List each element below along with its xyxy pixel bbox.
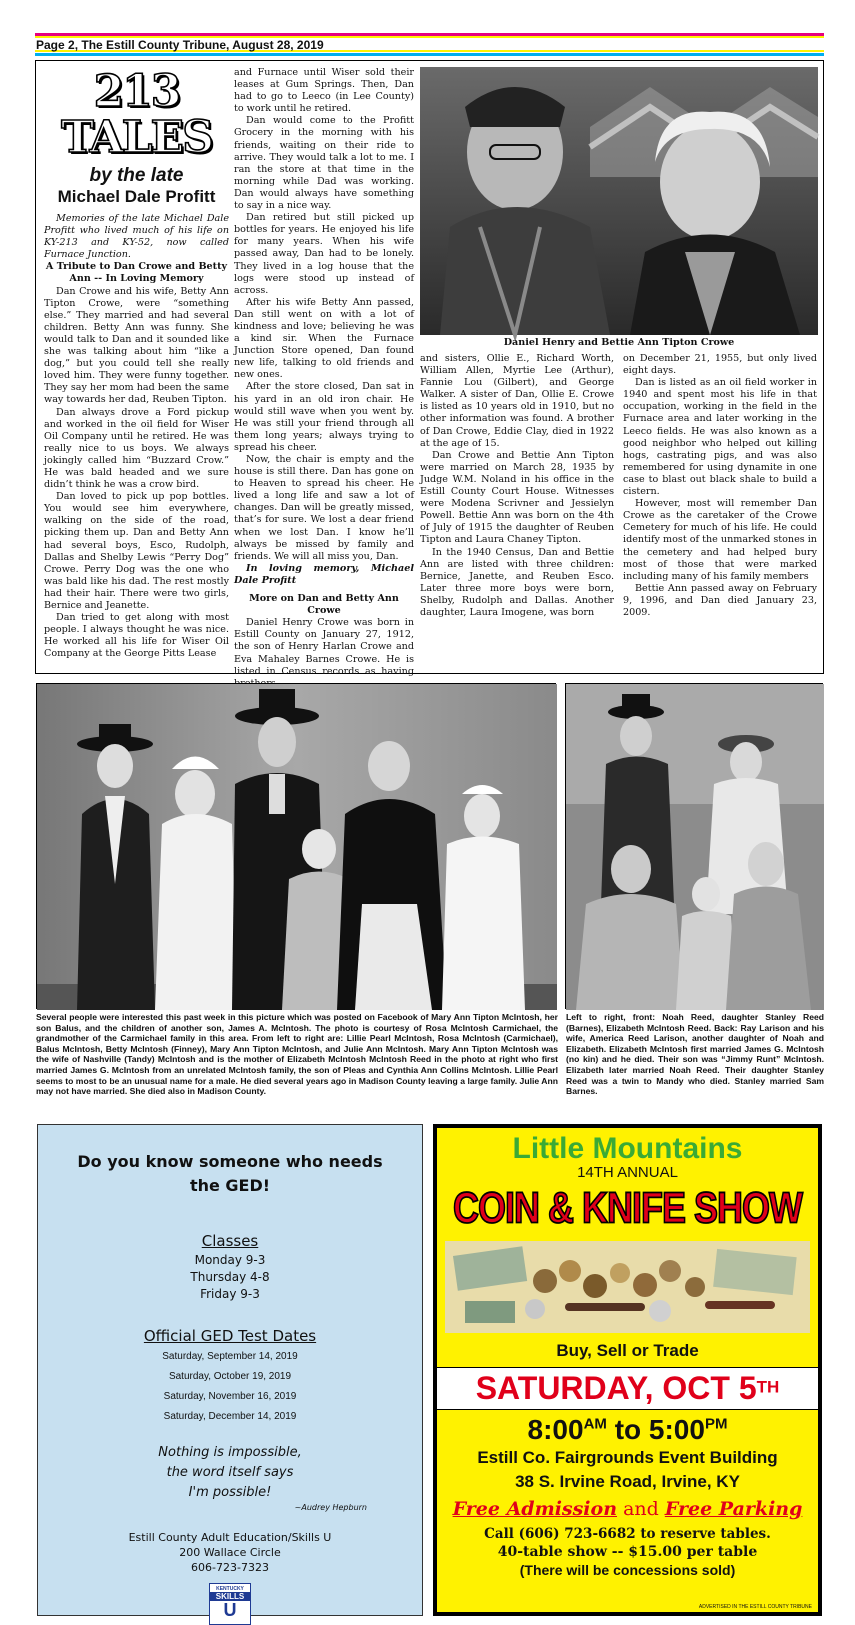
paragraph: Dan loved to pick up pop bottles. You would see him everywhere, walking on the side of the road, picking them up. Dan and Betty Ann had several boys, Esco, Rudolph, Dallas and Shelby Lewis “Perry Dog” Crowe. Perry Dog was the one who was bald like his dad. The rest mostly had their hair. There were two girls, Bernice and Jeanette. [44, 491, 229, 611]
byline-name: Michael Dale Profitt [57, 187, 216, 206]
paragraph: Now, the chair is empty and the house is still there. Dan has gone on to Heaven to spread his cheer. He lived a long life and saw a lot of changes. Dan will be greatly missed, that’s for sure. We lost a dear friend when we lost Dan. I know he’ll always be missed by family and friends. We will all miss you, Dan. [234, 454, 414, 562]
paragraph: and sisters, Ollie E., Richard Worth, William Allen, Myrtie Lee (Arthur), Fannie Lou (Gilbert), and George Walker. A sister of Dan, Ollie E. Crowe is listed as 10 years old in 1910, but no other information was found. A brother of Dan Crowe, Eddie Clay, died in 1922 at the age of 15. [420, 353, 614, 449]
coins-knives-image [445, 1241, 810, 1333]
ad-date-suffix: TH [756, 1377, 780, 1397]
ad-advertised: ADVERTISED IN THE ESTILL COUNTY TRIBUNE [698, 1604, 812, 1610]
paragraph: Dan always drove a Ford pickup and worked in the oil field for Wiser Oil Company until he retired. He was really nice to us boys. We always jokingly called him “Buzzard Crow.” He was bald headed and we sure didn’t think he was a crow bird. [44, 406, 229, 491]
photo-mcintosh-family [36, 683, 556, 1009]
story-column-2 [234, 67, 414, 677]
class-item: Monday 9-3 [194, 1253, 266, 1267]
ad-date: SATURDAY, OCT 5 [475, 1370, 757, 1406]
paragraph: Dan Crowe and his wife, Betty Ann Tipton Crowe, were “something else.” They married and had several children. Betty Ann was funny. She would talk to Dan and it sounded like she was talking about him “like a dog,” but you could tell she really loved him. They were funny together. They say her mom had been the same way towards her dad, Reuben Tipton. [44, 285, 229, 406]
ad-title: Little Mountains [512, 1132, 743, 1165]
coin-ad-panel [437, 1128, 818, 1612]
ad-venue: Estill Co. Fairgrounds Event Building [477, 1448, 778, 1467]
class-item: Thursday 4-8 [190, 1270, 270, 1284]
classes-title: Classes [201, 1232, 259, 1250]
coin-knife-ad [433, 1124, 822, 1616]
quote-line: the word itself says [166, 1465, 294, 1480]
org-line: 200 Wallace Circle [179, 1546, 281, 1559]
ged-ad [37, 1124, 423, 1620]
free-and: and [623, 1498, 659, 1520]
story-box [35, 60, 824, 677]
logo-letter: U [223, 1600, 237, 1620]
paragraph: on December 21, 1955, but only lived eight days. [623, 353, 817, 377]
signoff: In loving memory, Michael Dale Profitt [234, 562, 414, 586]
paragraph: Dan retired but still picked up bottles for years. He enjoyed his life for many years. When his wife passed away, Dan had to be lonely. They lived in a log house that the logs were stood up instead of across. [234, 212, 414, 296]
free-parking: Free Parking [664, 1498, 803, 1520]
paragraph: After the store closed, Dan sat in his yard in an old iron chair. He would still wave when you went by. He was still your friend through all them long years; always trying to spread his cheer. [234, 381, 414, 453]
story-intro: Memories of the late Michael Dale Profitt who lived much of his life on KY-213 and KY-52, now called Furnace Junction. [44, 213, 229, 261]
logo-top-text: KENTUCKY [216, 1586, 244, 1592]
paragraph: However, most will remember Dan Crowe as the caretaker of the Crowe Cemetery for much of his life. He could identify most of the unmarked stones in the cemetery and had helped bury most of those that were marked including many of his family members [623, 498, 817, 582]
ad-show-name: COIN & KNIFE SHOW [453, 1182, 802, 1232]
ad-address: 38 S. Irvine Road, Irvine, KY [515, 1472, 740, 1491]
page-header: Page 2, The Estill County Tribune, August 28, 2019 [36, 38, 324, 52]
story-column-4 [623, 353, 817, 668]
photo-reed-family-art [566, 684, 824, 1010]
skills-u-logo [209, 1583, 251, 1625]
coins-knives-art [445, 1241, 810, 1333]
test-date: Saturday, September 14, 2019 [162, 1351, 298, 1362]
time-end-suffix: PM [704, 1415, 728, 1433]
photo-reed-family [565, 683, 823, 1009]
paragraph: and Furnace until Wiser sold their leases at Gum Springs. Then, Dan had to go to Leeco (in Lee County) to work until he retired. [234, 67, 414, 115]
bottom-rule-cyan [35, 53, 824, 56]
dates-title: Official GED Test Dates [143, 1327, 317, 1345]
paragraph: Dan tried to get along with most people. I always thought he was nice. He worked all his life for Wiser Oil Company at the George Pitts Lease [44, 612, 229, 660]
time-end: 5:00 [648, 1414, 705, 1445]
test-date: Saturday, November 16, 2019 [163, 1391, 297, 1402]
org-line: Estill County Adult Education/Skills U [128, 1531, 332, 1544]
logo-main-text: SKILLS [210, 1592, 250, 1601]
time-start-suffix: AM [583, 1415, 607, 1433]
paragraph: Bettie Ann passed away on February 9, 1996, and Dan died January 23, 2009. [623, 582, 817, 618]
photo-crowe-couple-art [420, 67, 818, 335]
time-start: 8:00 [527, 1414, 584, 1445]
paragraph: Daniel Henry Crowe was born in Estill County on January 27, 1912, the son of Henry Harlan Crowe and Eva Mahaley Barnes Crowe. He is listed in Census records as having [234, 617, 414, 677]
quote-line: I'm possible! [188, 1485, 272, 1500]
test-date: Saturday, October 19, 2019 [168, 1371, 292, 1382]
story-column-3 [420, 353, 614, 668]
photo-mcintosh-family-art [37, 684, 557, 1010]
crowe-photo-caption: Daniel Henry and Bettie Ann Tipton Crowe [503, 337, 735, 348]
story-column-1 [44, 66, 229, 669]
paragraph: Dan is listed as an oil field worker in 1940 and spent most his life in that occupation, working in the field in the Furnace area and later working in the Leeco fields. He was also known as a good neighbor who helped out killing hogs, castrating pigs, and was also remembered for using dynamite in one case to blast out black shale to build a cistern. [623, 377, 817, 498]
class-item: Friday 9-3 [200, 1287, 260, 1301]
byline-prefix: by the late [89, 165, 184, 186]
ad-free-line [437, 1498, 818, 1520]
photo-crowe-couple [420, 67, 818, 335]
org-line: 606-723-7323 [191, 1561, 269, 1574]
ged-headline: Do you know someone who needs the GED! [77, 1152, 383, 1195]
tribute-title: A Tribute to Dan Crowe and Betty Ann -- In Loving Memory [45, 261, 228, 285]
free-admission: Free Admission [452, 1498, 618, 1520]
ad-date-band [437, 1367, 818, 1410]
quote-author: ~Audrey Hepburn [294, 1503, 367, 1512]
reed-photo-caption: Left to right, front: Noah Reed, daughter Stanley Reed (Barnes), Elizabeth McIntosh Reed. Back: Ray Larison and his wife, America Reed Larison, another daughter of Noah and Elizabeth. Elizabeth McIntosh first married James G. McIntosh (no kin) and he died. Their son was “Jimmy Runt” McIntosh. Elizabeth later married Noah Reed. Their daughter Stanley Reed was a twin to Mandy who died. Stanley married Sam Barnes. [566, 1012, 824, 1097]
ad-buy-sell: Buy, Sell or Trade [556, 1341, 699, 1360]
quote-line: Nothing is impossible, [158, 1445, 302, 1460]
paragraph: In the 1940 Census, Dan and Bettie Ann are listed with three children: Bernice, Janette, and Reuben Esco. Later three more boys were born, Shelby, Rudolph and Dallas. Another daughter, Laura Imogene, was born [420, 546, 614, 618]
ad-call: Call (606) 723-6682 to reserve tables. [484, 1526, 771, 1542]
paragraph: Dan Crowe and Bettie Ann Tipton were married on March 28, 1935 by Judge W.M. Noland in his office in the Estill County Court House. Witnesses were Modena Scrivner and Jessielyn Powell. Bettie Ann was born on the 4th of July of 1915 the daughter of Reuben Tipton and Laura Chaney Tipton. [420, 449, 614, 546]
test-date: Saturday, December 14, 2019 [163, 1411, 297, 1422]
ad-time [437, 1414, 818, 1446]
ad-annual: 14TH ANNUAL [577, 1164, 678, 1181]
masthead-213-tales: 213 TALES [61, 66, 212, 163]
paragraph: After his wife Betty Ann passed, Dan still went on with a lot of kindness and love; believing he was a kind sir. When the Furnace Junction Store opened, Dan found new life, talking to old friends and new ones. [234, 296, 414, 381]
mcintosh-photo-caption: Several people were interested this past week in this picture which was posted on Facebook of Mary Ann Tipton McIntosh, her son Balus, and the children of another son, James A. McIntosh. The photo is courtesy of Rosa McIntosh Carmichael, the grandmother of the Carmichael family in this area. From left to right are: Lillie Pearl McIntosh, Rosa McIntosh (Carmichael), Balus McIntosh, Betty McIntosh (Finney), Mary Ann Tipton McIntosh, and Julie Ann McIntosh. Mary Ann Tipton McIntosh was the wife of Nashville (Tandy) McIntosh and is the mother of Elizabeth McIntosh McIntosh Reed in the photo at right who first married James G. McIntosh from an unrelated McIntosh family, the son of Pleas and Cynthia Ann Collins McIntosh. Lillie Pearl seems to most to be an unusual name for a male. He died several years ago in Madison County leaving a large family. Julie Ann may not have married. She died also in Madison County. [36, 1012, 558, 1097]
time-to: to [614, 1414, 642, 1445]
ad-concessions: (There will be concessions sold) [519, 1562, 736, 1578]
more-title: More on Dan and Betty Ann Crowe [249, 593, 399, 617]
paragraph: Dan would come to the Profitt Grocery in the morning with his friends, waiting on their ride to arrive. They would talk a lot to me. I ran the store at that time in the morning while Dad was working. Dan would always have something to say in a nice way. [234, 115, 414, 212]
ad-tables: 40-table show -- $15.00 per table [497, 1544, 758, 1560]
